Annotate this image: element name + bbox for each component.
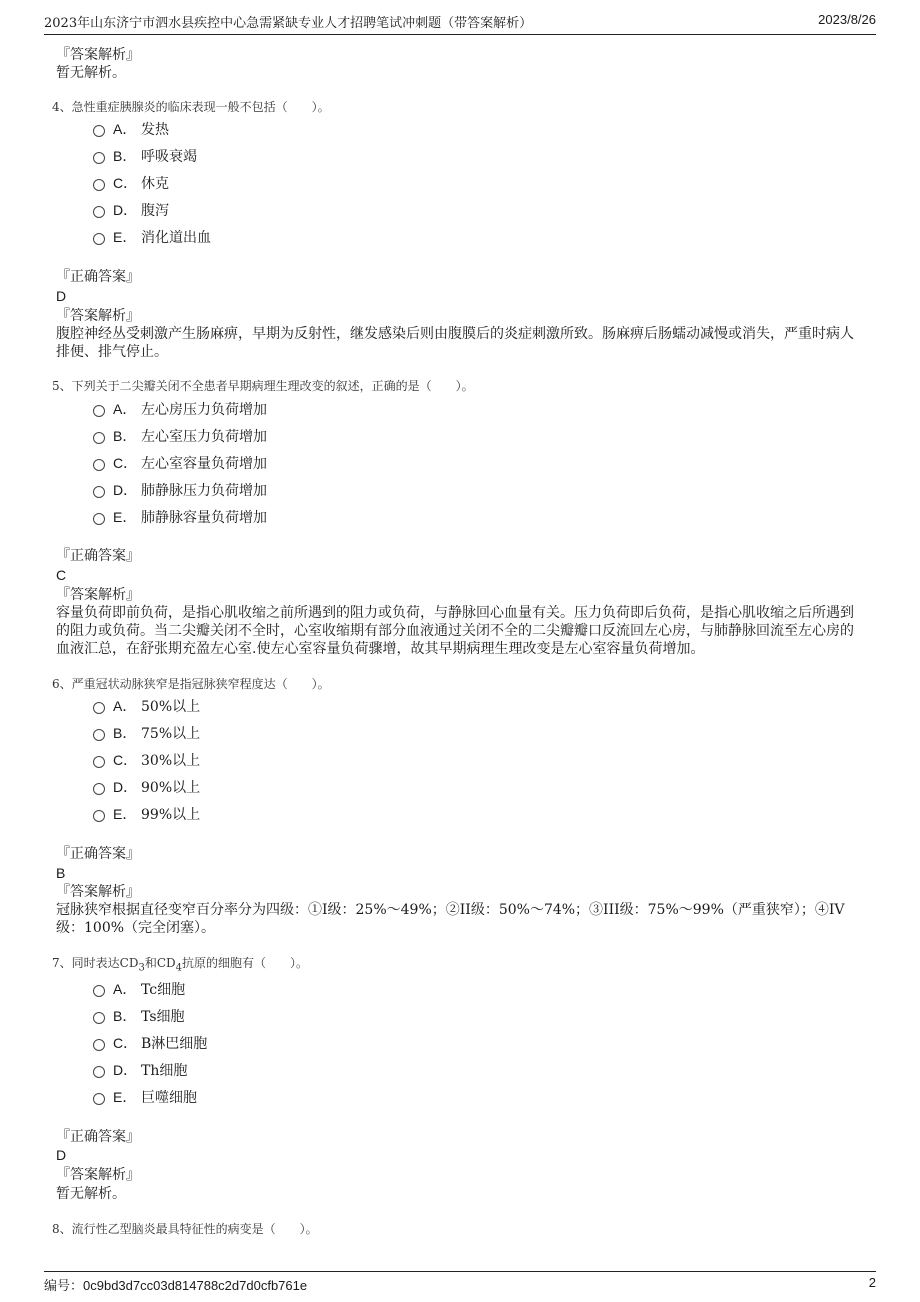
q4-analysis-text: 腹腔神经丛受刺激产生肠麻痹，早期为反射性，继发感染后则由腹膜后的炎症刺激所致。肠麻痹后肠蠕动减慢或消失，严重时病人排便、排气停止。 xyxy=(56,326,854,360)
question-5-stem: 5、下列关于二尖瓣关闭不全患者早期病理生理改变的叙述，正确的是（ ）。 xyxy=(52,379,474,393)
q5-option-a[interactable]: A． 左心房压力负荷增加 xyxy=(93,399,267,419)
q5-option-e[interactable]: E． 肺静脉容量负荷增加 xyxy=(93,507,267,527)
q7-option-a[interactable]: A． Tc细胞 xyxy=(93,979,185,999)
radio-icon[interactable] xyxy=(93,1039,105,1051)
q5-option-d[interactable]: D． 肺静脉压力负荷增加 xyxy=(93,480,267,500)
q5-answer: C xyxy=(56,567,67,583)
radio-icon[interactable] xyxy=(93,1093,105,1105)
q7-answer-label: 『正确答案』 xyxy=(56,1129,140,1145)
radio-icon[interactable] xyxy=(93,125,105,137)
q5-option-b[interactable]: B． 左心室压力负荷增加 xyxy=(93,426,267,446)
q7-answer: D xyxy=(56,1147,67,1163)
q6-option-d[interactable]: D． 90%以上 xyxy=(93,777,200,797)
radio-icon[interactable] xyxy=(93,783,105,795)
q7-analysis-text: 暂无解析。 xyxy=(56,1186,126,1202)
radio-icon[interactable] xyxy=(93,702,105,714)
radio-icon[interactable] xyxy=(93,179,105,191)
question-6-stem: 6、严重冠状动脉狭窄是指冠脉狭窄程度达（ ）。 xyxy=(52,677,330,691)
q4-answer-label: 『正确答案』 xyxy=(56,269,140,285)
radio-icon[interactable] xyxy=(93,152,105,164)
q6-answer: B xyxy=(56,865,66,881)
q6-option-c[interactable]: C． 30%以上 xyxy=(93,750,200,770)
page-footer xyxy=(44,1271,876,1294)
q4-option-b[interactable]: B． 呼吸衰竭 xyxy=(93,146,197,166)
question-7-stem: 7、同时表达$CD_3$和$CD_4$抗原的细胞有（ ）。 xyxy=(52,956,309,974)
q6-option-e[interactable]: E． 99%以上 xyxy=(93,804,200,824)
radio-icon[interactable] xyxy=(93,985,105,997)
q4-analysis-label: 『答案解析』 xyxy=(56,308,140,324)
q5-option-c[interactable]: C． 左心室容量负荷增加 xyxy=(93,453,267,473)
q6-answer-label: 『正确答案』 xyxy=(56,846,140,862)
prev-analysis-text: 暂无解析。 xyxy=(56,65,126,81)
q7-option-e[interactable]: E． 巨噬细胞 xyxy=(93,1087,197,1107)
question-8-stem: 8、流行性乙型脑炎最具特征性的病变是（ ）。 xyxy=(52,1222,318,1236)
q6-analysis-text: 冠脉狭窄根据直径变窄百分率分为四级：①I级：25%～49%；②II级：50%～74%；③III级：75%～99%（严重狭窄）；④IV级：100%（完全闭塞）。 xyxy=(56,902,845,936)
radio-icon[interactable] xyxy=(93,206,105,218)
q7-analysis-label: 『答案解析』 xyxy=(56,1167,140,1183)
radio-icon[interactable] xyxy=(93,1012,105,1024)
radio-icon[interactable] xyxy=(93,459,105,471)
page-number: 2 xyxy=(868,1275,876,1290)
q5-analysis-label: 『答案解析』 xyxy=(56,587,140,603)
radio-icon[interactable] xyxy=(93,486,105,498)
q6-option-a[interactable]: A． 50%以上 xyxy=(93,696,200,716)
q4-option-a[interactable]: A． 发热 xyxy=(93,119,169,139)
q5-analysis-text: 容量负荷即前负荷，是指心肌收缩之前所遇到的阻力或负荷，与静脉回心血量有关。压力负荷即后负荷，是指心肌收缩之后所遇到的阻力或负荷。当二尖瓣关闭不全时，心室收缩期有部分血液通过关闭不全的二尖瓣瓣口反流回左心房，与肺静脉回流至左心房的血液汇总，在舒张期充盈左心室.使左心室容量负荷骤增，故其早期病理生理改变是左心室容量负荷增加。 xyxy=(56,605,854,657)
q6-option-b[interactable]: B． 75%以上 xyxy=(93,723,200,743)
q5-answer-label: 『正确答案』 xyxy=(56,548,140,564)
q7-option-c[interactable]: C． B淋巴细胞 xyxy=(93,1033,207,1053)
q7-option-b[interactable]: B． Ts细胞 xyxy=(93,1006,185,1026)
document-title: 2023年山东济宁市泗水县疾控中心急需紧缺专业人才招聘笔试冲刺题（带答案解析） xyxy=(44,16,533,31)
q7-option-d[interactable]: D． Th细胞 xyxy=(93,1060,187,1080)
radio-icon[interactable] xyxy=(93,432,105,444)
page-header xyxy=(44,12,876,35)
radio-icon[interactable] xyxy=(93,810,105,822)
q4-option-d[interactable]: D． 腹泻 xyxy=(93,200,169,220)
document-code: 编号：0c9bd3d7cc03d814788c2d7d0cfb761e xyxy=(44,1278,308,1293)
document-date: 2023/8/26 xyxy=(818,12,876,27)
radio-icon[interactable] xyxy=(93,405,105,417)
q4-option-e[interactable]: E． 消化道出血 xyxy=(93,227,211,247)
radio-icon[interactable] xyxy=(93,729,105,741)
prev-analysis-label: 『答案解析』 xyxy=(56,47,140,63)
q6-analysis-label: 『答案解析』 xyxy=(56,884,140,900)
radio-icon[interactable] xyxy=(93,1066,105,1078)
question-4-stem: 4、急性重症胰腺炎的临床表现一般不包括（ ）。 xyxy=(52,100,330,114)
radio-icon[interactable] xyxy=(93,756,105,768)
q4-option-c[interactable]: C． 休克 xyxy=(93,173,169,193)
radio-icon[interactable] xyxy=(93,233,105,245)
q4-answer: D xyxy=(56,288,67,304)
radio-icon[interactable] xyxy=(93,513,105,525)
